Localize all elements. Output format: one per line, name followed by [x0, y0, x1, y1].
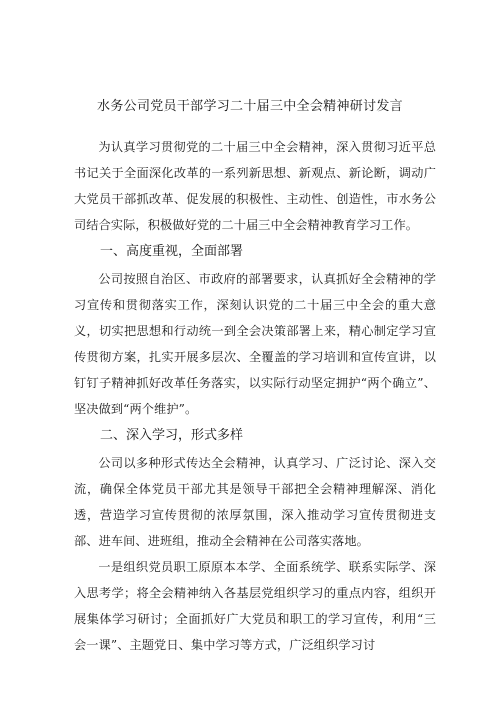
section-heading-2: 二、深入学习，形式多样 — [100, 428, 244, 443]
intro-paragraph: 为认真学习贯彻党的二十届三中全会精神，深入贯彻习近平总书记关于全面深化改革的一系列新思想、新观点、新论断，调动广大党员干部抓改革、促发展的积极性、主动性、创造性，市水务公司结合实际，积极做好党的二十届三中全会精神教育学习工作。 — [74, 140, 436, 232]
document-body — [74, 134, 436, 658]
document-title: 水务公司党员干部学习二十届三中全会精神研讨发言 — [97, 99, 403, 114]
section-1-paragraph: 公司按照自治区、市政府的部署要求，认真抓好全会精神的学习宣传和贯彻落实工作，深刻认识党的二十届三中全会的重大意义，切实把思想和行动统一到全会决策部署上来，精心制定学习宣传贯彻方案，扎实开展多层次、全覆盖的学习培训和宣传宣讲，以钉钉子精神抓好改革任务落实，以实际行动坚定拥护“两个确立”、坚决做到“两个维护”。 — [74, 272, 436, 416]
section-2-point-1-paragraph: 一是组织党员职工原原本本学、全面系统学、联系实际学、深入思考学；将全会精神纳入各基层党组织学习的重点内容，组织开展集体学习研讨；全面抓好广大党员和职工的学习宣传，利用“三会一课”、主题党日、集中学习等方式，广泛组织学习讨 — [74, 560, 436, 652]
section-heading-1: 一、高度重视，全面部署 — [100, 244, 244, 259]
section-2-paragraph: 公司以多种形式传达全会精神，认真学习、广泛讨论、深入交流，确保全体党员干部尤其是领导干部把全会精神理解深、消化透，营造学习宣传贯彻的浓厚氛围，深入推动学习宣传贯彻进支部、进车间、进班组，推动全会精神在公司落实落地。 — [74, 456, 436, 548]
